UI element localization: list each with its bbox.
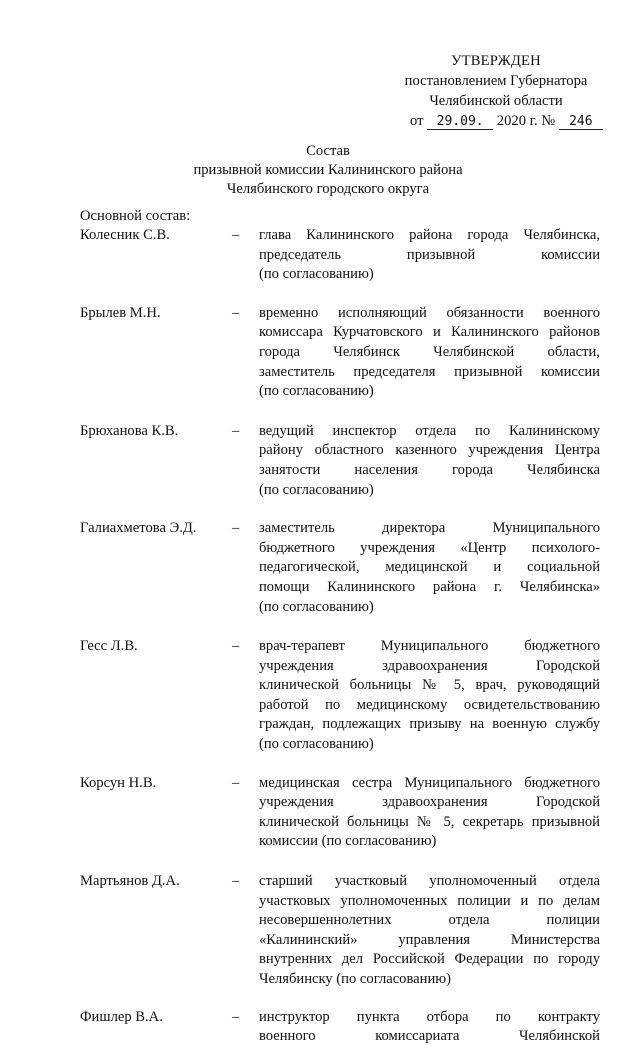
members-list [80, 226, 600, 1047]
member-role [259, 304, 600, 402]
member-name: Корсун Н.В. [80, 774, 157, 791]
member-role [259, 226, 600, 285]
member-role-line: (по согласованию) [259, 736, 374, 753]
member-role [259, 1008, 600, 1047]
member-role-line: помощи Калининского района г. Челябинска» [259, 578, 600, 595]
document-title [160, 142, 496, 199]
member-row [80, 774, 600, 852]
approval-heading: УТВЕРЖДЕН [451, 53, 541, 69]
member-role-line: внутренних дел Российской Федерации по городу [259, 951, 600, 968]
approval-date-line [380, 111, 612, 131]
member-role-line: бюджетного учреждения «Центр психолого- [259, 539, 600, 556]
member-role [259, 872, 600, 990]
member-row [80, 872, 600, 990]
member-role-line: комиссии (по согласованию) [259, 833, 437, 850]
member-role-line: председатель призывной комиссии [259, 246, 600, 263]
title-line-1: Состав [306, 143, 350, 159]
member-role-line: медицинская сестра Муниципального бюджетного [259, 774, 600, 791]
member-name: Брюханова К.В. [80, 422, 179, 439]
section-label: Основной состав: [80, 208, 191, 224]
member-role-line: клинической больницы № 5, врач, руководящий [259, 677, 600, 694]
member-dash: – [232, 774, 240, 791]
date-prefix: от [410, 113, 424, 129]
member-role [259, 519, 600, 617]
member-row [80, 226, 600, 285]
member-role-line: (по согласованию) [259, 383, 374, 400]
member-role-line: участковых уполномоченных полиции и по делам [259, 892, 600, 909]
member-dash: – [232, 873, 240, 890]
title-line-2: призывной комиссии Калининского района [193, 162, 463, 178]
member-dash: – [232, 520, 240, 537]
member-name: Гесс Л.В. [80, 638, 138, 655]
member-role [259, 422, 600, 500]
title-line-3: Челябинского городского округа [226, 181, 430, 197]
member-role-line: глава Калининского района города Челябинска, [259, 227, 600, 243]
member-role-line: (по согласованию) [259, 266, 374, 283]
approval-block [380, 51, 612, 131]
member-role-line: ведущий инспектор отдела по Калининскому [259, 422, 600, 439]
member-role-line: работой по медицинскому освидетельствованию [259, 696, 600, 713]
member-dash: – [232, 638, 240, 655]
member-role-line: учреждения здравоохранения Городской [259, 794, 600, 811]
approval-date-value: 29.09. [427, 114, 493, 130]
member-dash: – [232, 227, 240, 243]
member-name: Брылев М.Н. [80, 304, 161, 321]
member-role-line: заместитель директора Муниципального [259, 520, 600, 537]
member-role-line: «Калининский» управления Министерства [259, 931, 600, 948]
member-dash: – [232, 422, 240, 439]
approval-number-value: 246 [559, 114, 603, 130]
approval-year-text: 2020 г. № [496, 113, 556, 129]
member-row [80, 519, 600, 617]
member-role-line: (по согласованию) [259, 598, 374, 615]
member-role-line: врач-терапевт Муниципального бюджетного [259, 638, 600, 655]
approval-line-region: Челябинской области [429, 93, 563, 109]
member-dash: – [232, 1008, 240, 1025]
member-role [259, 637, 600, 755]
member-role-line: занятости населения города Челябинска [259, 461, 600, 478]
member-role-line: району областного казенного учреждения Центра [259, 442, 600, 459]
member-row [80, 1008, 600, 1047]
member-row [80, 422, 600, 500]
member-role-line: старший участковый уполномоченный отдела [259, 873, 600, 890]
member-role-line: клинической больницы № 5, секретарь призывной [259, 813, 600, 830]
member-role-line: (по согласованию) [259, 481, 374, 498]
member-name: Мартьянов Д.А. [80, 873, 180, 890]
approval-line-decree: постановлением Губернатора [404, 73, 588, 89]
member-row [80, 304, 600, 402]
member-role-line: заместитель председателя призывной комиссии [259, 363, 600, 380]
member-dash: – [232, 304, 240, 321]
member-role-line: учреждения здравоохранения Городской [259, 657, 600, 674]
member-role-line: Челябинску (по согласованию) [259, 971, 452, 987]
member-role-line: комиссара Курчатовского и Калининского районов [259, 324, 600, 341]
member-role-line: временно исполняющий обязанности военного [259, 304, 600, 321]
member-role [259, 774, 600, 852]
member-name: Галиахметова Э.Д. [80, 520, 197, 537]
member-row [80, 637, 600, 755]
member-name: Колесник С.В. [80, 227, 170, 243]
member-role-line: инструктор пункта отбора по контракту [259, 1008, 600, 1025]
member-role-line: несовершеннолетних отдела полиции [259, 912, 600, 929]
member-role-line: граждан, подлежащих призыву на военную службу [259, 716, 600, 733]
member-role-line: города Челябинск Челябинской области, [259, 343, 600, 360]
member-name: Фишлер В.А. [80, 1008, 163, 1025]
member-role-line: военного комиссариата Челябинской [259, 1028, 600, 1045]
member-role-line: педагогической, медицинской и социальной [259, 559, 600, 576]
